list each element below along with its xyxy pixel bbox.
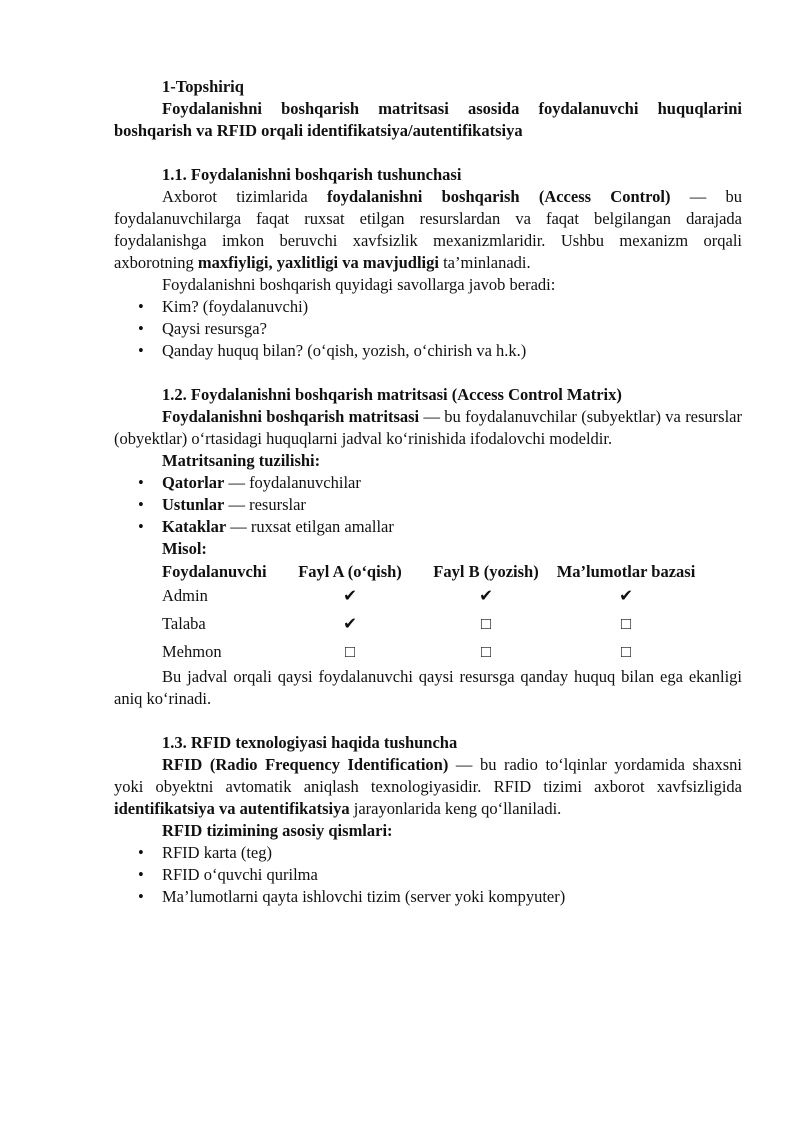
list-item: • Ma’lumotlarni qayta ishlovchi tizim (server yoki kompyuter)	[114, 886, 742, 908]
list-item: • Kim? (foydalanuvchi)	[114, 296, 742, 318]
list-item: • Qanday huquq bilan? (o‘qish, yozish, o‘chirish va h.k.)	[114, 340, 742, 362]
user-name: Talaba	[162, 614, 206, 633]
user-name: Mehmon	[162, 642, 222, 661]
list-item: • Ustunlar — resurslar	[114, 494, 742, 516]
section-3-heading: 1.3. RFID texnologiyasi haqida tushuncha	[162, 733, 458, 752]
permission-cell: ✔	[479, 586, 493, 605]
section-1-heading: 1.1. Foydalanishni boshqarish tushunchasi	[162, 165, 462, 184]
permission-cell: ✔	[343, 586, 357, 605]
permission-cell: □	[481, 642, 491, 661]
rfid-parts-list	[114, 842, 742, 908]
list-item: • Kataklar — ruxsat etilgan amallar	[114, 516, 742, 538]
table-header-row	[162, 562, 696, 582]
permission-cell: ✔	[619, 586, 633, 605]
permission-cell: ✔	[343, 614, 357, 633]
list-item: • RFID o‘quvchi qurilma	[114, 864, 742, 886]
section-2-heading: 1.2. Foydalanishni boshqarish matritsasi (Access Control Matrix)	[162, 385, 622, 404]
list-item: • Qatorlar — foydalanuvchilar	[114, 472, 742, 494]
column-header-file-b: Fayl B (yozish)	[433, 562, 539, 581]
table-explanation: Bu jadval orqali qaysi foydalanuvchi qaysi resursga qanday huquq bilan ega ekanligi aniq ko‘rinadi.	[114, 667, 742, 708]
task-number: 1-Topshiriq	[162, 77, 244, 96]
section-2-paragraph: Foydalanishni boshqarish matritsasi — bu foydalanuvchilar (subyektlar) va resurslar (obyektlar) o‘rtasidagi huquqlarni jadval ko‘rinishida ifodalovchi modeldir.	[114, 407, 742, 448]
section-1-paragraph: Axborot tizimlarida foydalanishni boshqarish (Access Control) — bu foydalanuvchilarga faqat ruxsat etilgan resurslardan va faqat belgilangan darajada foydalanishga imkon beruvchi xavfsizlik mexanizmlaridir. Ushbu mexanizm orqali axborotning maxfiyligi, yaxlitligi va mavjudligi ta’minlanadi.	[114, 187, 743, 272]
permission-cell: □	[621, 614, 631, 633]
table-row	[162, 610, 696, 638]
matrix-structure-title: Matritsaning tuzilishi:	[162, 451, 321, 470]
access-control-matrix-table	[162, 562, 696, 666]
list-item: • Qaysi resursga?	[114, 318, 742, 340]
section-3-paragraph: RFID (Radio Frequency Identification) — bu radio to‘lqinlar yordamida shaxsni yoki obyektni avtomatik aniqlash texnologiyasidir. RFID tizimi axborot xavfsizligida identifikatsiya va autentifikatsiya jarayonlarida keng qo‘llaniladi.	[114, 755, 742, 818]
matrix-structure-list	[114, 472, 742, 538]
document-page	[114, 76, 742, 908]
table-row	[162, 638, 696, 666]
column-header-file-a: Fayl A (o‘qish)	[298, 562, 402, 581]
user-name: Admin	[162, 586, 208, 605]
questions-list	[114, 296, 742, 362]
list-item: • RFID karta (teg)	[114, 842, 742, 864]
example-label: Misol:	[162, 539, 207, 558]
task-title: Foydalanishni boshqarish matritsasi asosida foydalanuvchi huquqlarini boshqarish va RFID orqali identifikatsiya/autentifikatsiya	[114, 99, 742, 140]
permission-cell: □	[345, 642, 355, 661]
section-1-questions-intro: Foydalanishni boshqarish quyidagi savollarga javob beradi:	[162, 275, 556, 294]
rfid-parts-title: RFID tizimining asosiy qismlari:	[162, 821, 393, 840]
column-header-user: Foydalanuvchi	[162, 562, 267, 581]
permission-cell: □	[481, 614, 491, 633]
permission-cell: □	[621, 642, 631, 661]
column-header-database: Ma’lumotlar bazasi	[556, 562, 696, 581]
table-row	[162, 582, 696, 610]
